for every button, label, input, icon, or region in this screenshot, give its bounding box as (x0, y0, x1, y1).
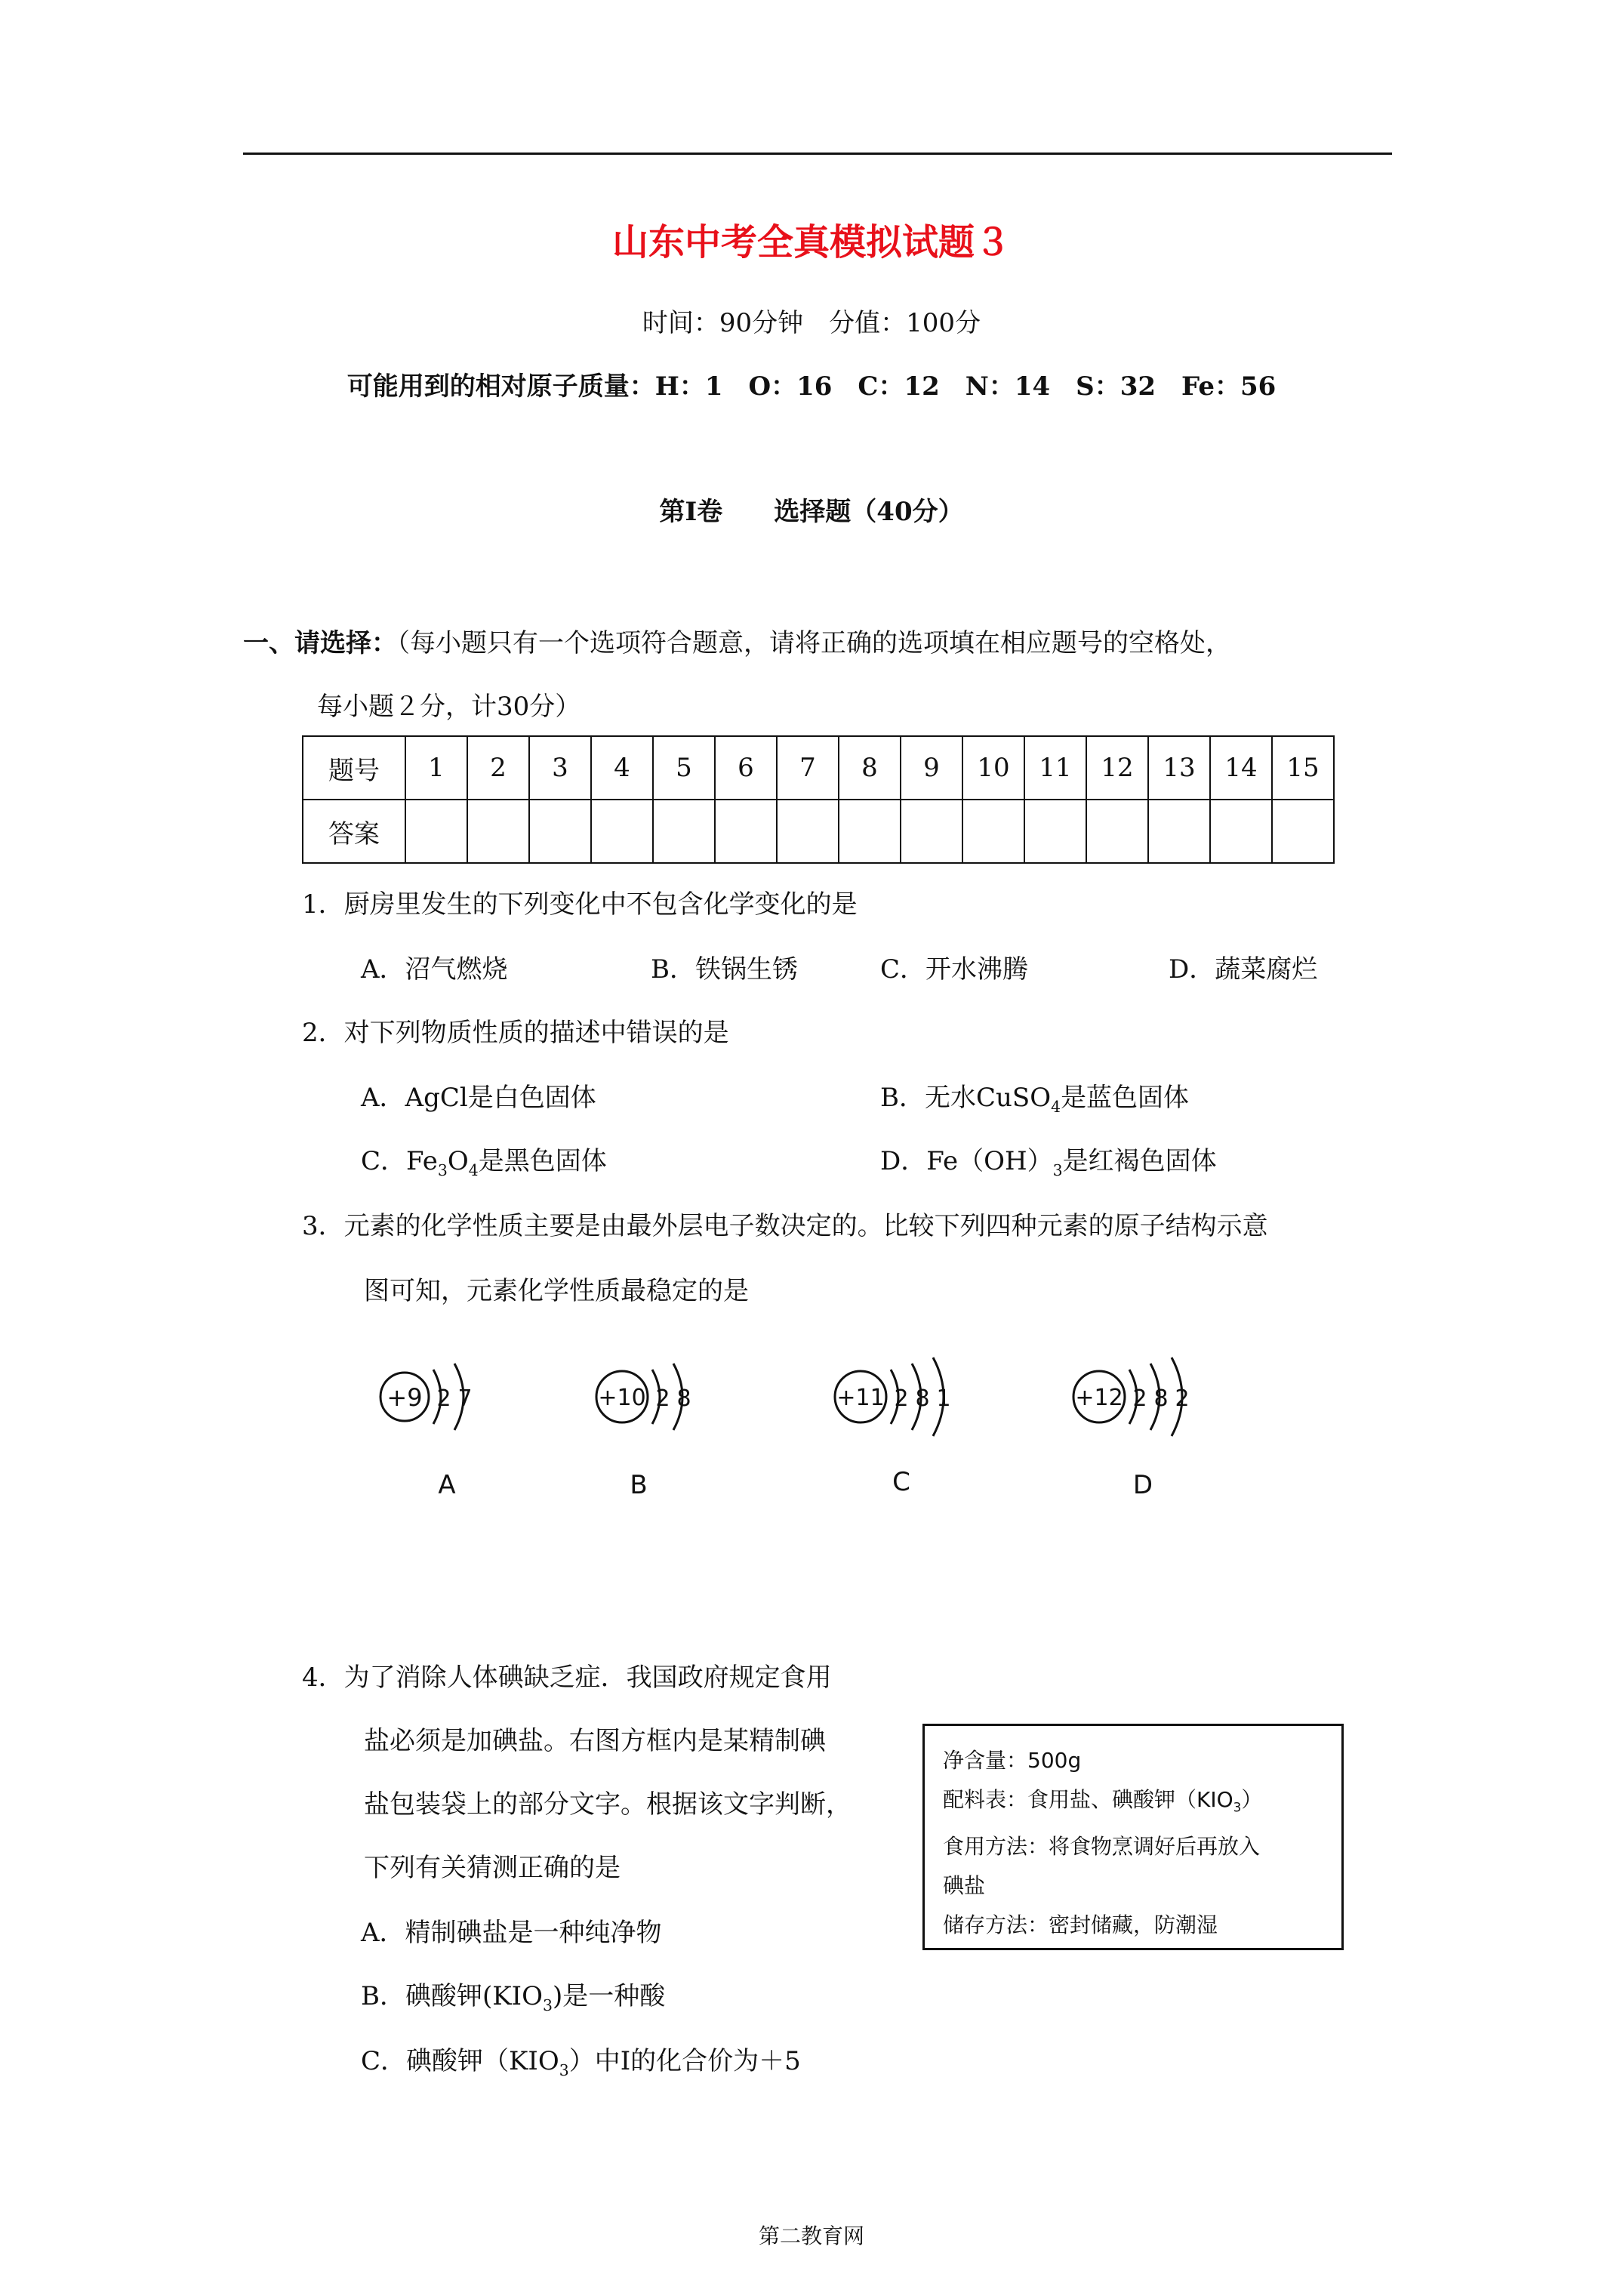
question-number-cell: 5 (653, 736, 715, 800)
svg-text:B: B (630, 1470, 648, 1500)
section-title: 第Ⅰ卷 选择题（40分） (659, 497, 964, 527)
svg-text:2: 2 (894, 1385, 909, 1412)
q2-option-b: B．无水CuSO$_4$是蓝色固体 (880, 1083, 1190, 1116)
question-number-cell: 2 (467, 736, 529, 800)
svg-text:8: 8 (1153, 1385, 1169, 1412)
number-row (303, 736, 1334, 800)
question-number-cell: 8 (839, 736, 901, 800)
atomic-structure-diagrams (362, 1336, 1253, 1518)
question-number-cell: 10 (962, 736, 1024, 800)
answer-cell[interactable] (653, 800, 715, 863)
question-number-cell: 4 (591, 736, 653, 800)
answer-cell[interactable] (1024, 800, 1086, 863)
label-usage-cont: 碘盐 (943, 1872, 986, 1898)
answer-cell[interactable] (777, 800, 839, 863)
svg-text:2: 2 (655, 1385, 670, 1412)
answer-cell[interactable] (715, 800, 777, 863)
q1-option-b: B．铁锅生锈 (651, 954, 798, 985)
q2-stem: 2．对下列物质性质的描述中错误的是 (302, 1018, 729, 1048)
answer-cell[interactable] (839, 800, 901, 863)
atom-diagram-d (1073, 1358, 1190, 1500)
atomic-mass-info: 可能用到的相对原子质量：H：1 O：16 C：12 N：14 S：32 Fe：56 (346, 371, 1277, 402)
svg-text:1: 1 (936, 1385, 951, 1412)
answer-cell[interactable] (1272, 800, 1334, 863)
question-number-cell: 1 (405, 736, 467, 800)
top-rule (243, 153, 1392, 155)
svg-text:8: 8 (676, 1385, 691, 1412)
label-usage: 食用方法：将食物烹调好后再放入 (943, 1833, 1261, 1859)
question-number-cell: 12 (1086, 736, 1148, 800)
svg-text:2: 2 (436, 1385, 451, 1412)
atom-diagram-a (380, 1364, 473, 1500)
q3-stem-line-2: 图可知，元素化学性质最稳定的是 (364, 1276, 749, 1306)
answer-cell[interactable] (1210, 800, 1272, 863)
label-storage: 储存方法：密封储藏，防潮湿 (943, 1912, 1218, 1937)
part-heading: 一、请选择： (243, 628, 397, 658)
q4-stem-line-3: 盐包装袋上的部分文字。根据该文字判断， (364, 1789, 852, 1820)
svg-text:+10: +10 (598, 1385, 646, 1411)
answer-cell[interactable] (962, 800, 1024, 863)
q1-option-c: C．开水沸腾 (880, 954, 1029, 985)
q4-option-a: A．精制碘盐是一种纯净物 (361, 1918, 662, 1948)
answer-cell[interactable] (591, 800, 653, 863)
svg-text:C: C (892, 1467, 910, 1497)
question-number-cell: 14 (1210, 736, 1272, 800)
answer-cell[interactable] (901, 800, 962, 863)
q4-stem-line-2: 盐必须是加碘盐。右图方框内是某精制碘 (364, 1726, 826, 1756)
answer-cell[interactable] (529, 800, 591, 863)
instruction-line-2: 每小题２分，计30分） (317, 692, 581, 722)
answer-cell[interactable] (405, 800, 467, 863)
answer-cell[interactable] (467, 800, 529, 863)
svg-text:A: A (438, 1470, 456, 1500)
svg-text:2: 2 (1175, 1385, 1190, 1412)
table-row-label: 答案 (303, 800, 405, 863)
table-row-label: 题号 (303, 736, 405, 800)
answer-table (302, 735, 1335, 864)
question-number-cell: 7 (777, 736, 839, 800)
question-number-cell: 15 (1272, 736, 1334, 800)
answer-row (303, 800, 1334, 863)
q1-option-a: A．沼气燃烧 (361, 954, 508, 985)
label-ingredients: 配料表：食用盐、碘酸钾$(KIO_3)$ (943, 1787, 1263, 1815)
q4-stem-line-1: 4．为了消除人体碘缺乏症．我国政府规定食用 (302, 1663, 832, 1693)
question-number-cell: 9 (901, 736, 962, 800)
page-footer: 第二教育网 (758, 2224, 864, 2248)
question-number-cell: 3 (529, 736, 591, 800)
svg-text:+9: +9 (387, 1383, 423, 1412)
svg-text:8: 8 (915, 1385, 930, 1412)
q2-option-d: D．$Fe(OH)_3$是红褐色固体 (880, 1146, 1217, 1179)
page-title: 山东中考全真模拟试题３ (611, 221, 1011, 264)
svg-text:+11: +11 (836, 1385, 885, 1411)
q1-stem: 1．厨房里发生的下列变化中不包含化学变化的是 (302, 889, 858, 920)
label-net-content: 净含量：500g (943, 1748, 1082, 1773)
time-info: 时间：90分钟 分值：100分 (642, 308, 981, 338)
atom-diagram-c (835, 1358, 951, 1497)
question-number-cell: 11 (1024, 736, 1086, 800)
q1-option-d: D．蔬菜腐烂 (1169, 954, 1318, 985)
salt-label-box (922, 1724, 1344, 1950)
question-number-cell: 13 (1148, 736, 1210, 800)
svg-text:D: D (1132, 1470, 1153, 1500)
q4-option-c: C．碘酸钾$(KIO_3)$中Ⅰ的化合价为＋5 (361, 2046, 801, 2079)
q3-stem-line-1: 3．元素的化学性质主要是由最外层电子数决定的。比较下列四种元素的原子结构示意 (302, 1211, 1268, 1241)
q4-option-b: B．碘酸钾$(KIO_3)$是一种酸 (361, 1981, 666, 2014)
svg-text:2: 2 (1132, 1385, 1147, 1412)
part-instruction (243, 622, 1231, 659)
q2-option-a: A．AgCl是白色固体 (361, 1083, 596, 1113)
answer-cell[interactable] (1086, 800, 1148, 863)
atom-diagram-b (596, 1364, 691, 1500)
svg-text:7: 7 (457, 1385, 473, 1412)
answer-cell[interactable] (1148, 800, 1210, 863)
instruction-line-1: （每小题只有一个选项符合题意，请将正确的选项填在相应题号的空格处， (397, 628, 1231, 658)
q2-option-c: C．$Fe_3O_4$是黑色固体 (361, 1146, 607, 1179)
q4-stem-line-4: 下列有关猜测正确的是 (364, 1853, 621, 1883)
svg-text:+12: +12 (1075, 1385, 1123, 1411)
question-number-cell: 6 (715, 736, 777, 800)
